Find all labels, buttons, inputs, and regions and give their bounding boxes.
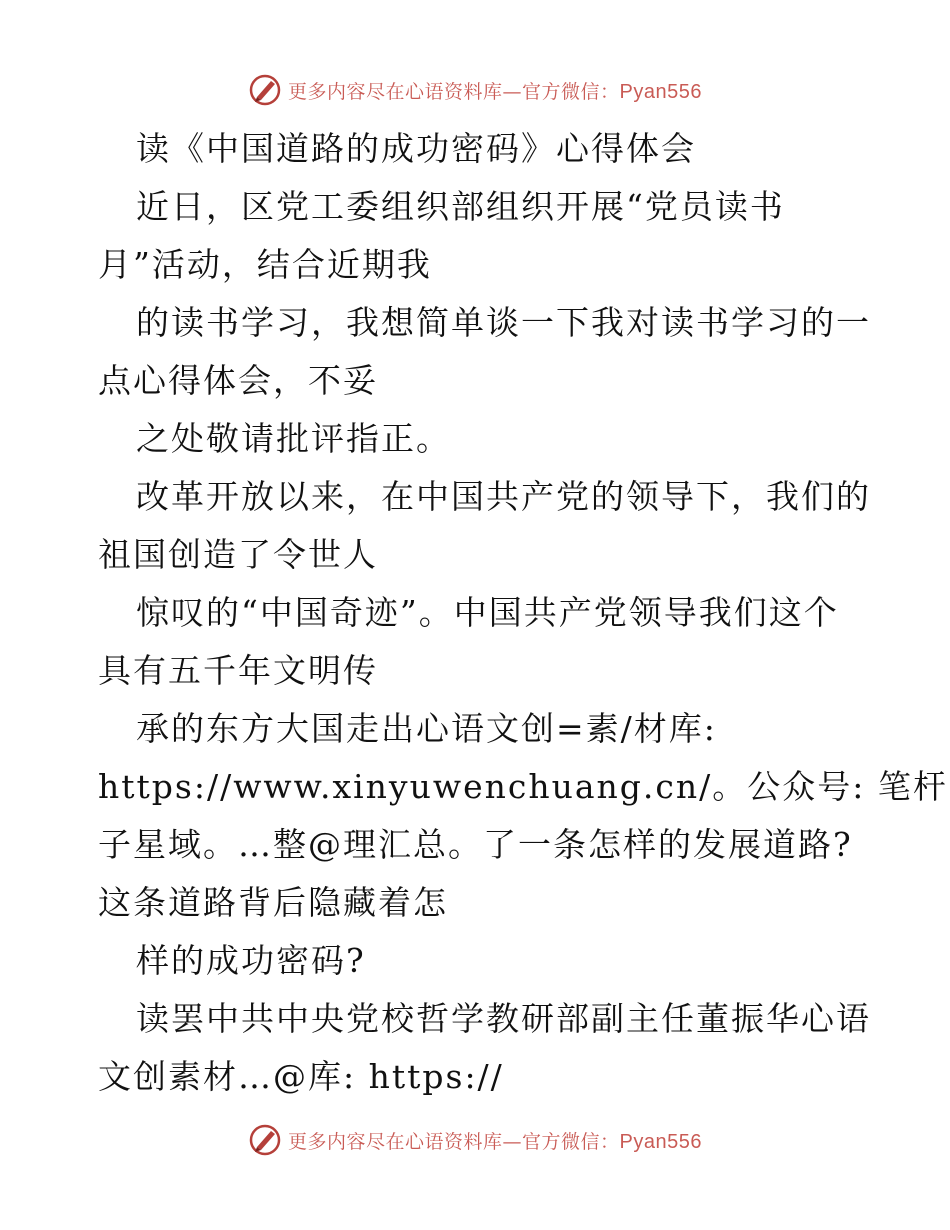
text-line: 惊叹的“中国奇迹”。中国共产党领导我们这个 <box>136 593 839 632</box>
text-line-url: https://www.xinyuwenchuang.cn/。公众号: 笔杆 <box>98 767 948 806</box>
banner-wechat-id: Pyan556 <box>619 1130 702 1153</box>
header-banner <box>0 70 950 110</box>
pen-logo-icon <box>248 73 282 107</box>
doc-title: 读《中国道路的成功密码》心得体会 <box>136 129 696 168</box>
text-line: 之处敬请批评指正。 <box>136 419 451 458</box>
text-line: 样的成功密码? <box>136 941 366 980</box>
footer-banner <box>0 1120 950 1160</box>
text-line: 读罢中共中央党校哲学教研部副主任董振华心语 <box>136 999 871 1038</box>
text-line: 点心得体会，不妥 <box>98 361 378 400</box>
pen-logo-icon <box>248 1123 282 1157</box>
banner-main-text: 更多内容尽在心语资料库 <box>288 80 503 103</box>
banner-wechat-label: 官方微信： <box>522 1130 620 1153</box>
text-line: 近日，区党工委组织部组织开展“党员读书 <box>136 187 785 226</box>
banner-wechat-label: 官方微信： <box>522 80 620 103</box>
text-line: 的读书学习，我想简单谈一下我对读书学习的一 <box>136 303 871 342</box>
text-line: 这条道路背后隐藏着怎 <box>98 883 448 922</box>
text-line: 具有五千年文明传 <box>98 651 378 690</box>
text-line: 祖国创造了令世人 <box>98 535 378 574</box>
text-line: 承的东方大国走出心语文创=素/材库: <box>136 709 717 748</box>
banner-text <box>288 77 702 104</box>
banner-separator: — <box>502 1130 523 1153</box>
text-line: 改革开放以来，在中国共产党的领导下，我们的 <box>136 477 871 516</box>
text-line: 文创素材…@库: https:// <box>98 1057 504 1096</box>
document-body <box>98 120 948 1106</box>
banner-text <box>288 1127 702 1154</box>
banner-wechat-id: Pyan556 <box>619 80 702 103</box>
text-line: 子星域。…整@理汇总。了一条怎样的发展道路? <box>98 825 853 864</box>
banner-main-text: 更多内容尽在心语资料库 <box>288 1130 503 1153</box>
text-line: 月”活动，结合近期我 <box>98 245 432 284</box>
banner-separator: — <box>502 80 523 103</box>
